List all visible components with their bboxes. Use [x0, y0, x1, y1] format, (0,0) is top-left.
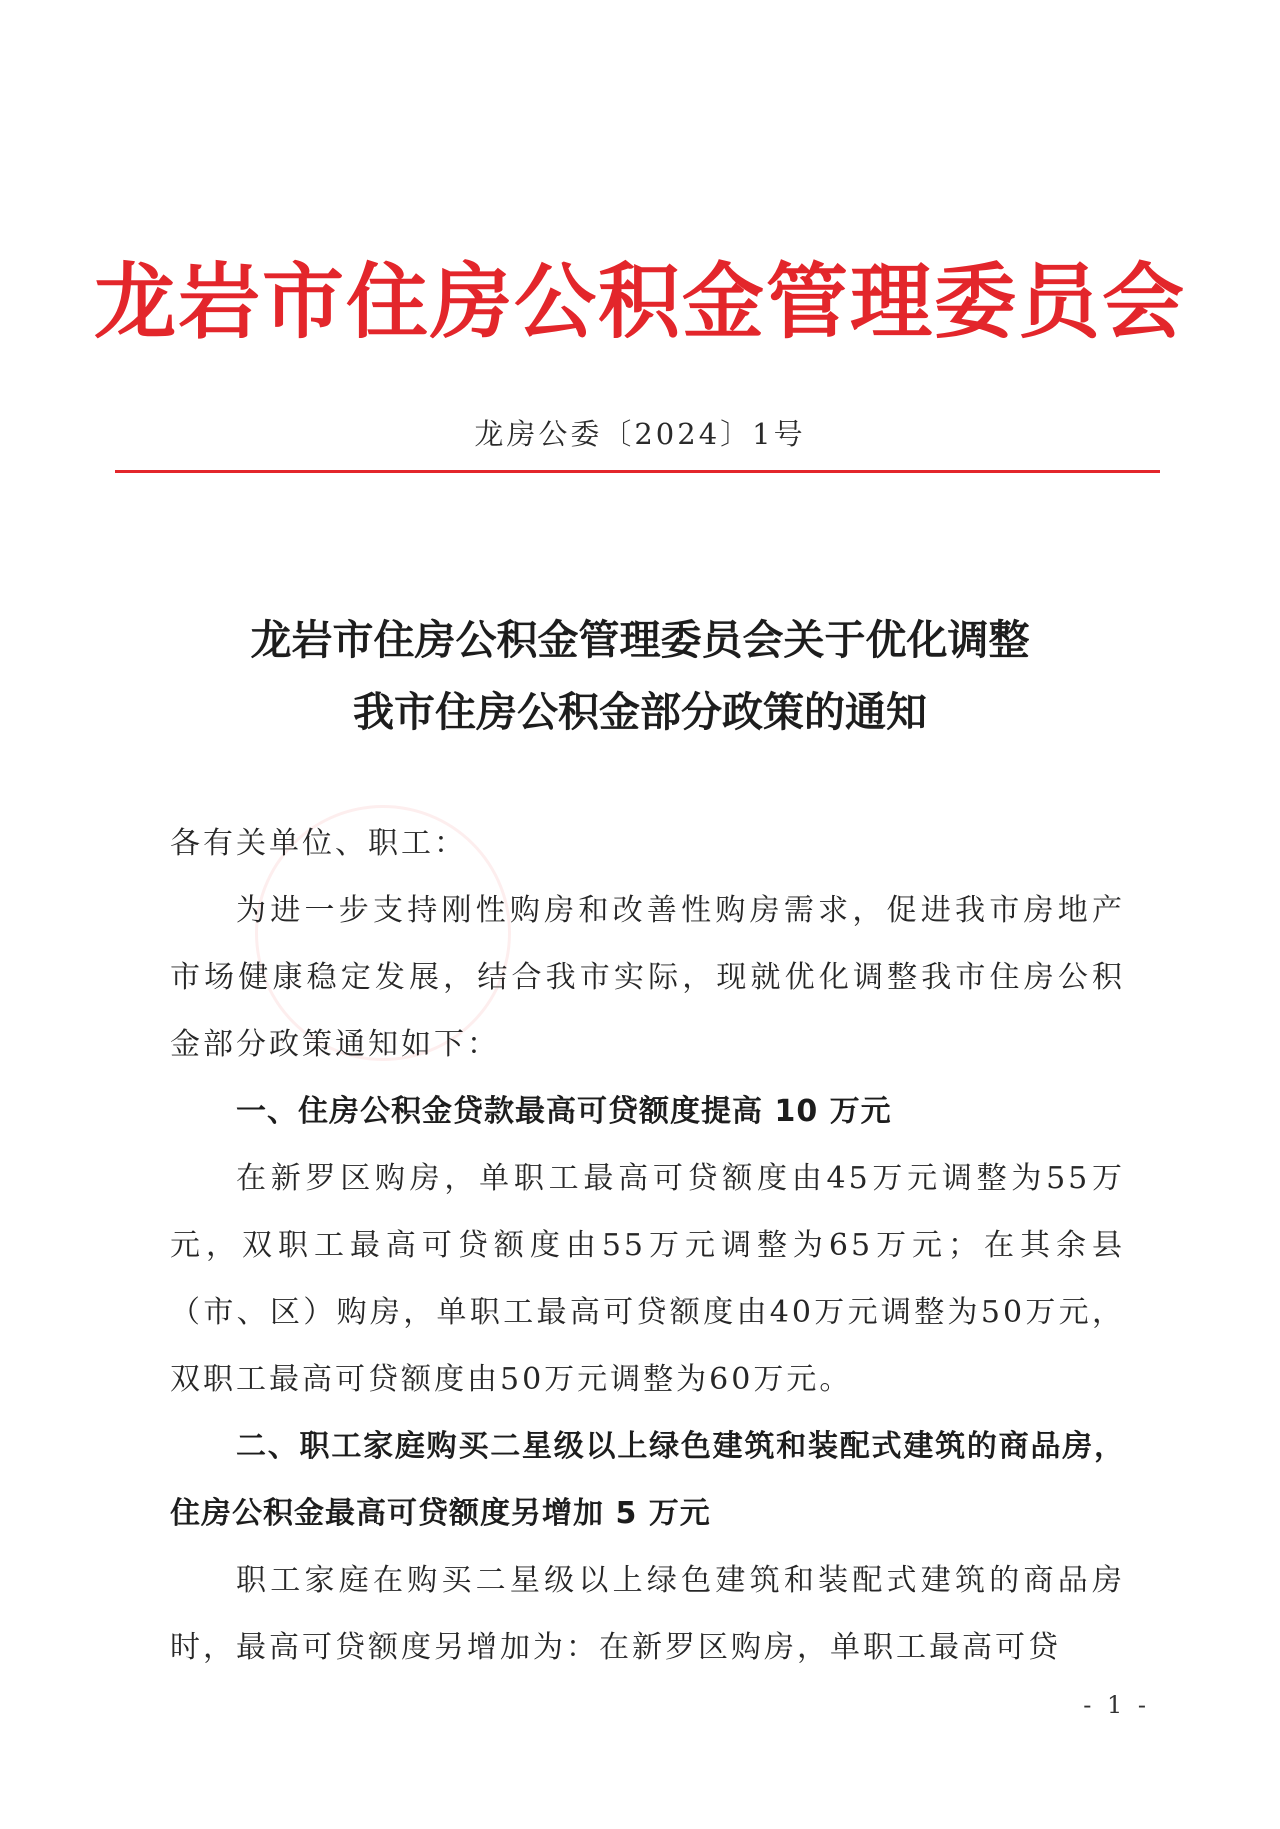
section-2-paragraph: 职工家庭在购买二星级以上绿色建筑和装配式建筑的商品房时，最高可贷额度另增加为：在新罗区购房，单职工最高可贷	[170, 1563, 1125, 1665]
issuing-authority-header: 龙岩市住房公积金管理委员会	[93, 254, 1186, 350]
document-title	[0, 604, 1280, 748]
section-1-heading: 一、住房公积金贷款最高可贷额度提高 10 万元	[236, 1094, 892, 1129]
page-number: - 1 -	[1083, 1691, 1150, 1719]
section-1-paragraph: 在新罗区购房，单职工最高可贷额度由45万元调整为55万元，双职工最高可贷额度由55万元调整为65万元；在其余县（市、区）购房，单职工最高可贷额度由40万元调整为50万元，双职工最高可贷额度由50万元调整为60万元。	[170, 1161, 1125, 1397]
document-body	[170, 810, 1125, 1681]
salutation: 各有关单位、职工：	[170, 826, 467, 861]
intro-paragraph: 为进一步支持刚性购房和改善性购房需求，促进我市房地产市场健康稳定发展，结合我市实际，现就优化调整我市住房公积金部分政策通知如下：	[170, 893, 1125, 1062]
title-line-1: 龙岩市住房公积金管理委员会关于优化调整	[250, 616, 1030, 664]
red-divider-line	[115, 470, 1160, 473]
section-2-heading: 二、职工家庭购买二星级以上绿色建筑和装配式建筑的商品房，住房公积金最高可贷额度另增加 5 万元	[170, 1429, 1125, 1531]
title-line-2: 我市住房公积金部分政策的通知	[353, 688, 927, 736]
document-number: 龙房公委〔2024〕1号	[474, 417, 806, 451]
